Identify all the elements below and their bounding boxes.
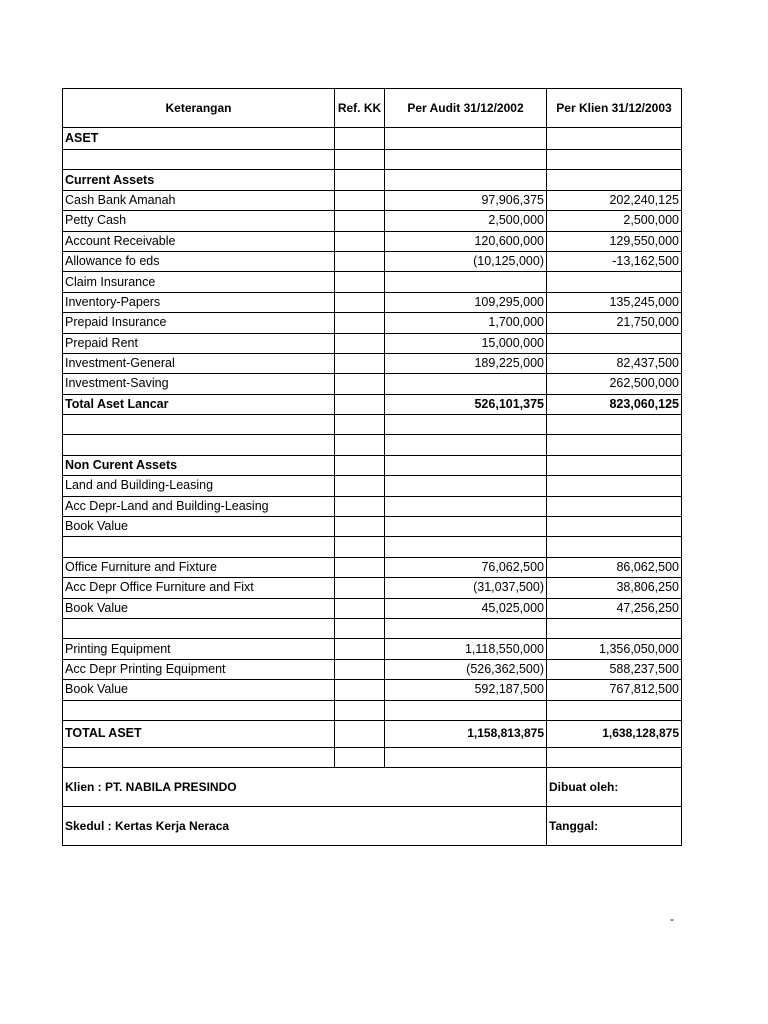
row-label: Acc Depr Printing Equipment [63, 659, 335, 679]
row-ref [335, 578, 385, 598]
row-klien-value [547, 415, 682, 435]
row-label [63, 747, 335, 767]
row-ref [335, 415, 385, 435]
table-row [63, 639, 682, 659]
row-klien-value [547, 333, 682, 353]
row-label: Acc Depr-Land and Building-Leasing [63, 496, 335, 516]
row-audit-value [385, 476, 547, 496]
row-label: Prepaid Insurance [63, 313, 335, 333]
row-ref [335, 333, 385, 353]
table-row [63, 598, 682, 618]
table-row [63, 333, 682, 353]
row-label: Inventory-Papers [63, 292, 335, 312]
header-keterangan: Keterangan [63, 89, 335, 128]
row-klien-value [547, 496, 682, 516]
row-audit-value: 76,062,500 [385, 557, 547, 577]
row-audit-value [385, 537, 547, 557]
row-ref [335, 374, 385, 394]
row-audit-value: 1,700,000 [385, 313, 547, 333]
row-klien-value: 1,638,128,875 [547, 720, 682, 747]
row-ref [335, 292, 385, 312]
table-row [63, 659, 682, 679]
row-audit-value [385, 618, 547, 638]
table-header-row [63, 89, 682, 128]
row-klien-value: 2,500,000 [547, 211, 682, 231]
prepared-by-label: Dibuat oleh: [547, 768, 682, 807]
row-label [63, 537, 335, 557]
row-audit-value [385, 374, 547, 394]
table-row [63, 170, 682, 190]
row-label: Book Value [63, 517, 335, 537]
row-ref [335, 557, 385, 577]
row-label: Petty Cash [63, 211, 335, 231]
row-label [63, 618, 335, 638]
table-row [63, 557, 682, 577]
table-row [63, 313, 682, 333]
row-klien-value [547, 170, 682, 190]
row-ref [335, 272, 385, 292]
table-row [63, 720, 682, 747]
row-ref [335, 313, 385, 333]
footer-row-schedule [63, 807, 682, 846]
header-per-audit: Per Audit 31/12/2002 [385, 89, 547, 128]
table-row [63, 211, 682, 231]
row-label [63, 435, 335, 455]
table-row [63, 292, 682, 312]
row-ref [335, 680, 385, 700]
row-label: ASET [63, 128, 335, 150]
row-label [63, 415, 335, 435]
row-ref [335, 598, 385, 618]
row-ref [335, 659, 385, 679]
row-label [63, 150, 335, 170]
table-row [63, 415, 682, 435]
row-ref [335, 190, 385, 210]
row-audit-value [385, 150, 547, 170]
row-klien-value: 262,500,000 [547, 374, 682, 394]
row-klien-value: 202,240,125 [547, 190, 682, 210]
row-label: Investment-General [63, 353, 335, 373]
row-audit-value: 109,295,000 [385, 292, 547, 312]
table-row [63, 251, 682, 271]
header-per-klien: Per Klien 31/12/2003 [547, 89, 682, 128]
table-row [63, 517, 682, 537]
row-label: Land and Building-Leasing [63, 476, 335, 496]
row-label: Current Assets [63, 170, 335, 190]
table-row [63, 618, 682, 638]
row-ref [335, 639, 385, 659]
row-audit-value: 592,187,500 [385, 680, 547, 700]
table-row [63, 700, 682, 720]
table-row [63, 455, 682, 475]
row-klien-value: 1,356,050,000 [547, 639, 682, 659]
row-ref [335, 496, 385, 516]
row-klien-value: 135,245,000 [547, 292, 682, 312]
row-klien-value: 21,750,000 [547, 313, 682, 333]
table-row [63, 190, 682, 210]
row-audit-value [385, 128, 547, 150]
row-klien-value [547, 476, 682, 496]
footer-row-client [63, 768, 682, 807]
row-label: Cash Bank Amanah [63, 190, 335, 210]
row-audit-value: 97,906,375 [385, 190, 547, 210]
row-ref [335, 251, 385, 271]
row-ref [335, 150, 385, 170]
row-klien-value: 129,550,000 [547, 231, 682, 251]
row-audit-value: 45,025,000 [385, 598, 547, 618]
row-klien-value: 588,237,500 [547, 659, 682, 679]
row-klien-value [547, 747, 682, 767]
row-ref [335, 618, 385, 638]
table-row [63, 680, 682, 700]
header-ref-kk: Ref. KK [335, 89, 385, 128]
row-ref [335, 720, 385, 747]
table-row [63, 394, 682, 414]
row-audit-value: (526,362,500) [385, 659, 547, 679]
row-klien-value [547, 435, 682, 455]
table-row [63, 435, 682, 455]
row-label: Printing Equipment [63, 639, 335, 659]
row-label: Book Value [63, 598, 335, 618]
row-ref [335, 747, 385, 767]
table-row [63, 374, 682, 394]
row-label: Office Furniture and Fixture [63, 557, 335, 577]
page-mark: - [670, 912, 674, 926]
client-name: Klien : PT. NABILA PRESINDO [63, 768, 547, 807]
row-klien-value: -13,162,500 [547, 251, 682, 271]
row-audit-value: 1,118,550,000 [385, 639, 547, 659]
table-row [63, 128, 682, 150]
row-label: Total Aset Lancar [63, 394, 335, 414]
table-row [63, 231, 682, 251]
row-audit-value: 1,158,813,875 [385, 720, 547, 747]
table-row [63, 537, 682, 557]
row-audit-value: 189,225,000 [385, 353, 547, 373]
row-audit-value: 120,600,000 [385, 231, 547, 251]
row-label: Prepaid Rent [63, 333, 335, 353]
row-label [63, 700, 335, 720]
row-klien-value [547, 618, 682, 638]
row-klien-value [547, 128, 682, 150]
row-audit-value [385, 747, 547, 767]
row-klien-value: 767,812,500 [547, 680, 682, 700]
row-label: Book Value [63, 680, 335, 700]
row-audit-value [385, 496, 547, 516]
row-ref [335, 128, 385, 150]
row-klien-value: 86,062,500 [547, 557, 682, 577]
row-klien-value [547, 537, 682, 557]
row-label: TOTAL ASET [63, 720, 335, 747]
row-klien-value: 823,060,125 [547, 394, 682, 414]
table-row [63, 272, 682, 292]
row-ref [335, 700, 385, 720]
row-audit-value [385, 170, 547, 190]
row-audit-value [385, 272, 547, 292]
row-audit-value [385, 700, 547, 720]
table-row [63, 578, 682, 598]
row-ref [335, 537, 385, 557]
row-klien-value: 82,437,500 [547, 353, 682, 373]
date-label: Tanggal: [547, 807, 682, 846]
row-ref [335, 211, 385, 231]
row-audit-value: 2,500,000 [385, 211, 547, 231]
row-audit-value [385, 455, 547, 475]
table-row [63, 476, 682, 496]
row-audit-value: 15,000,000 [385, 333, 547, 353]
table-row [63, 353, 682, 373]
row-ref [335, 455, 385, 475]
row-label: Investment-Saving [63, 374, 335, 394]
row-audit-value [385, 435, 547, 455]
schedule-name: Skedul : Kertas Kerja Neraca [63, 807, 547, 846]
row-ref [335, 435, 385, 455]
row-ref [335, 170, 385, 190]
row-label: Acc Depr Office Furniture and Fixt [63, 578, 335, 598]
row-audit-value [385, 517, 547, 537]
table-row [63, 150, 682, 170]
row-klien-value: 47,256,250 [547, 598, 682, 618]
row-audit-value: (31,037,500) [385, 578, 547, 598]
balance-sheet-table [62, 88, 682, 846]
row-ref [335, 353, 385, 373]
row-audit-value: (10,125,000) [385, 251, 547, 271]
row-audit-value [385, 415, 547, 435]
row-klien-value [547, 150, 682, 170]
row-ref [335, 517, 385, 537]
row-audit-value: 526,101,375 [385, 394, 547, 414]
row-label: Allowance fo eds [63, 251, 335, 271]
row-ref [335, 394, 385, 414]
row-label: Account Receivable [63, 231, 335, 251]
row-klien-value [547, 272, 682, 292]
row-klien-value: 38,806,250 [547, 578, 682, 598]
row-label: Claim Insurance [63, 272, 335, 292]
row-klien-value [547, 517, 682, 537]
table-row [63, 496, 682, 516]
table-row [63, 747, 682, 767]
row-label: Non Curent Assets [63, 455, 335, 475]
row-klien-value [547, 700, 682, 720]
row-klien-value [547, 455, 682, 475]
row-ref [335, 231, 385, 251]
row-ref [335, 476, 385, 496]
